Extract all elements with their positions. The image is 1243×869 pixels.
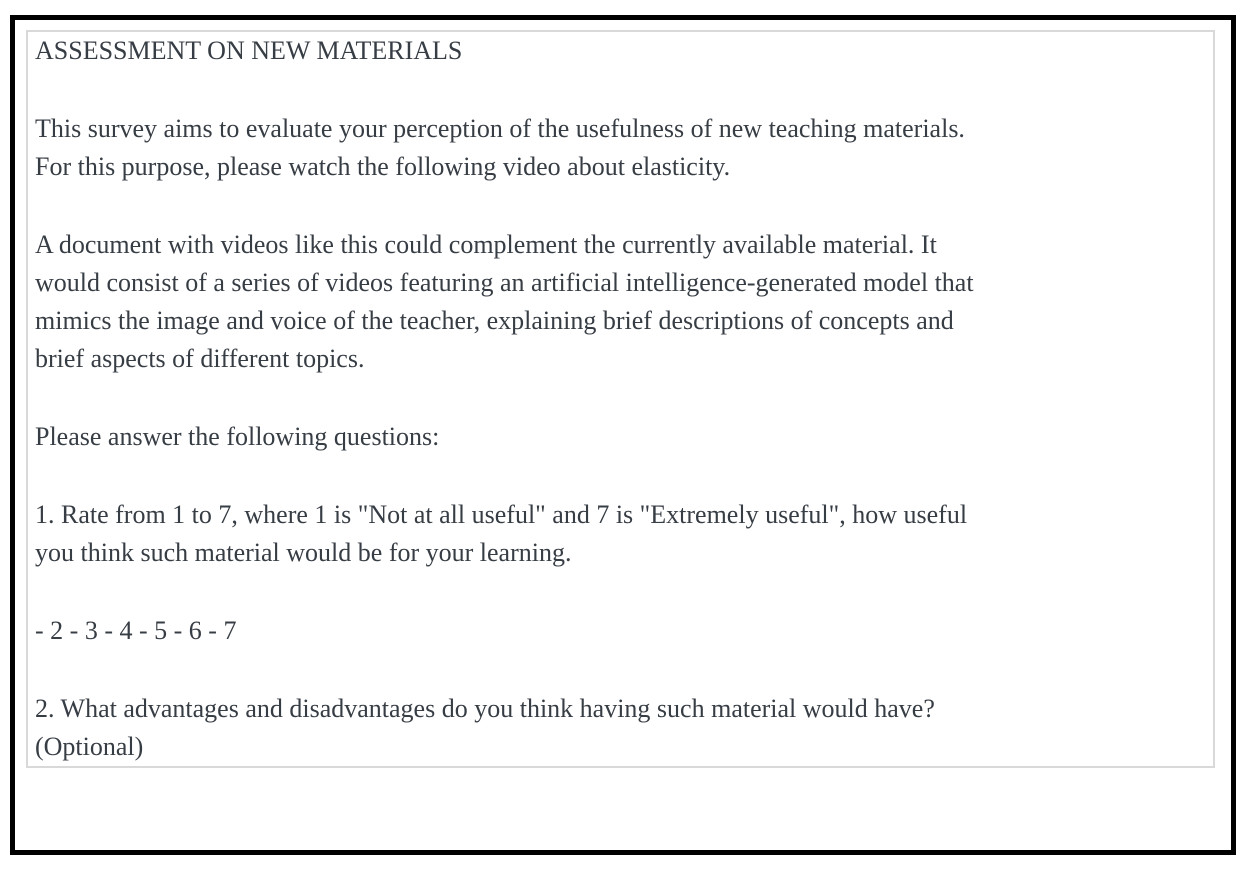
intro-paragraph: This survey aims to evaluate your perception of the usefulness of new teaching materials. For this purpose, please watch the following video about elasticity. <box>35 114 965 181</box>
question-2-text: 2. What advantages and disadvantages do you think having such material would have? (Optional) <box>35 694 935 761</box>
description-paragraph: A document with videos like this could complement the currently available material. It would consist of a series of videos featuring an artificial intelligence-generated model that mimics the image and voice of the teacher, explaining brief descriptions of concepts and brief aspects of different topics. <box>35 230 974 373</box>
document-frame <box>10 15 1236 855</box>
answer-prompt: Please answer the following questions: <box>35 422 440 451</box>
rating-scale: - 2 - 3 - 4 - 5 - 6 - 7 <box>35 616 237 645</box>
survey-title: ASSESSMENT ON NEW MATERIALS <box>35 36 463 65</box>
survey-content-box <box>26 30 1215 768</box>
question-1-text: 1. Rate from 1 to 7, where 1 is "Not at all useful" and 7 is "Extremely useful", how useful you think such material would be for your learning. <box>35 500 968 567</box>
